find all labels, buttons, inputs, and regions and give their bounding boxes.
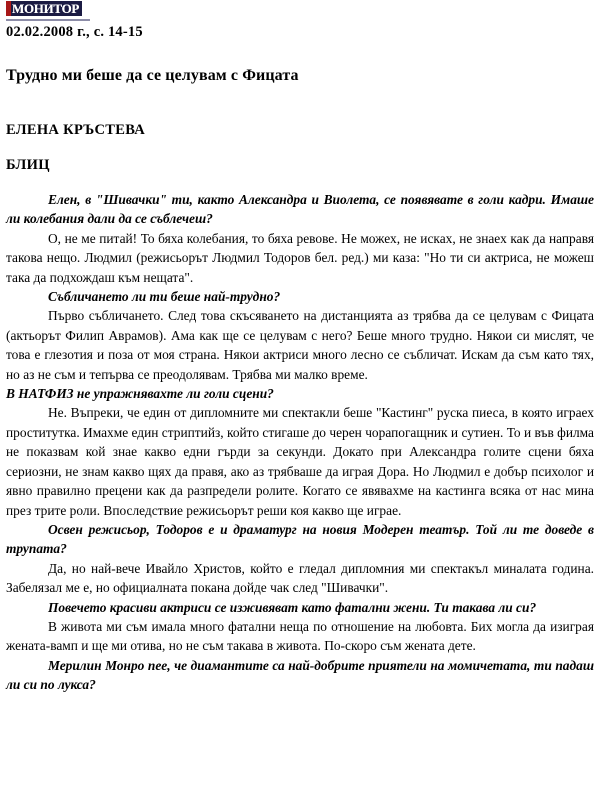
interview-question: Събличането ли ти беше най-трудно? xyxy=(48,289,281,305)
interview-question: В НАТФИЗ не упражнявахте ли голи сцени? xyxy=(6,386,274,402)
interview-question: Елен, в "Шивачки" ти, както Александра и Виолета, се появявате в голи кадри. Имаше ли колебания дали да се съблечеш? xyxy=(6,192,594,227)
dateline: 02.02.2008 г., с. 14-15 xyxy=(6,24,143,40)
interview-question: Мерилин Монро пее, че диамантите са най-добрите приятели на момичетата, ти падаш ли си по лукса? xyxy=(6,657,594,693)
interview-question: Повечето красиви актриси се изживяват като фатални жени. Ти такава ли си? xyxy=(48,599,537,615)
interview-answer: Не. Въпреки, че един от дипломните ми спектакли беше "Кастинг" руска пиеса, в която играех проститутка. Имахме един стриптийз, който стигаше до черен чорапогащник и сутиен. То и във филма не показвам кой знае какво едни гърди за секунди. Докато при Александра голите сцени бяха сериозни, не знам какво щях да правя, ако аз трябваше да играя Дора. Но Людмил е добър психолог и явно правилно прецени как да разпредели ролите. Когато се явявахме на кастинга всяка от нас мина през трите роли. Впоследствие режисьорът реши коя какво ще играе. xyxy=(6,405,594,518)
masthead xyxy=(6,0,594,18)
logo-underline xyxy=(6,19,90,21)
interview-answer: Първо събличането. След това скъсяването на дистанцията аз трябва да се целувам с Фицата (актьорът Филип Аврамов). Ама как ще се целувам с него? Беше много трудно. Някои си мислят, че това е глезотия и поза от моя страна. Някои актриси много лесно се събличат. Искам да съм като тях, но аз не съм и тепърва се преодолявам. Трябва ми малко време. xyxy=(6,308,594,382)
byline-author: ЕЛЕНА КРЪСТЕВА xyxy=(6,122,146,138)
logo-text: МОНИТОР xyxy=(12,1,80,16)
interview-answer: О, не ме питай! То бяха колебания, то бяха ревове. Не можех, не исках, не знаех как да направя такова нещо. Людмил (режисьорът Людмил Тодоров бел. ред.) ми каза: "Но ти си актриса, не можеш така да подхождаш към нещата". xyxy=(6,230,594,285)
monitor-logo xyxy=(6,1,82,16)
interview-question: Освен режисьор, Тодоров е и драматург на новия Модерен театър. Той ли те доведе в трупата? xyxy=(6,521,594,557)
article-body xyxy=(6,190,594,695)
interview-answer: Да, но най-вече Ивайло Христов, който е гледал дипломния ми спектакъл миналата година. Забелязал ме е, но официалната покана дойде чак след "Шивачки". xyxy=(6,560,594,596)
page-title: Трудно ми беше да се целувам с Фицата xyxy=(6,67,299,84)
interview-answer: В живота ми съм имала много фатални неща по отношение на любовта. Бих могла да изиграя жената-вамп и ще ми отива, но не съм такава в живота. По-скоро съм жената дете. xyxy=(6,618,594,654)
section-label: БЛИЦ xyxy=(6,157,50,173)
